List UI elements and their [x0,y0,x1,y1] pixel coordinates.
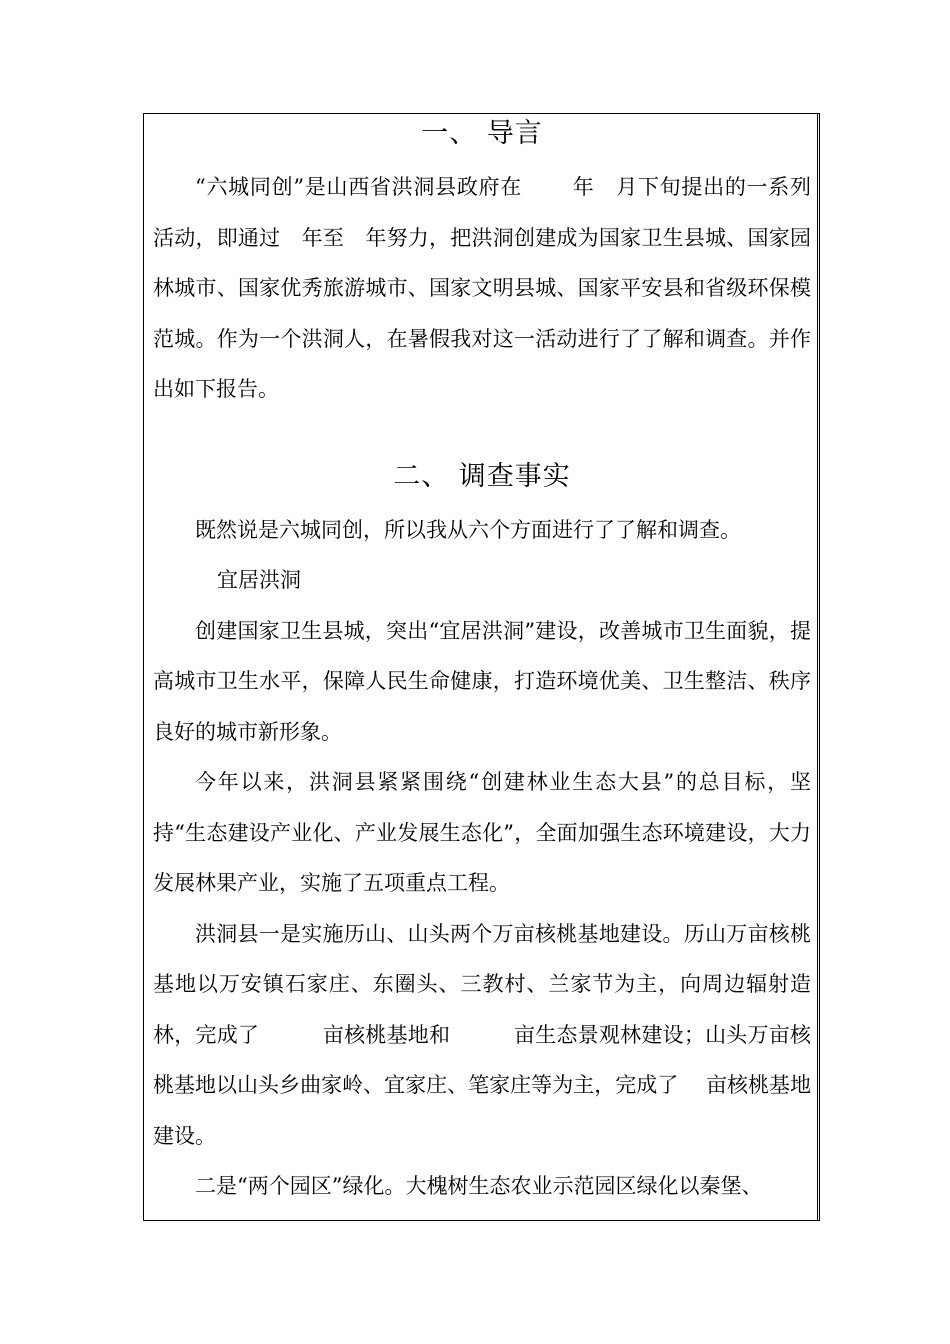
section-heading-introduction: 一、 导言 [421,118,543,149]
section-heading-findings: 二、 调查事实 [393,460,571,492]
page-border-inner-line [817,114,818,1220]
findings-paragraph-3: 洪洞县一是实施历山、山头两个万亩核桃基地建设。历山万亩核桃基地以万安镇石家庄、东圈头、三教村、兰家节为主，向周边辐射造林，完成了 亩核桃基地和 亩生态景观林建设；山头万亩核桃基地以山头乡曲家岭、宜家庄、笔家庄等为主，完成了 亩核桃基地建设。 [153,921,811,1148]
findings-paragraph-1: 创建国家卫生县城，突出“宜居洪洞”建设，改善城市卫生面貌，提高城市卫生水平，保障人民生命健康，打造环境优美、卫生整洁、秩序良好的城市新形象。 [153,618,811,744]
findings-paragraph-4: 二是“两个园区”绿化。大槐树生态农业示范园区绿化以秦堡、 [195,1174,763,1198]
findings-intro-paragraph: 既然说是六城同创，所以我从六个方面进行了了解和调查。 [195,517,741,542]
findings-paragraph-2: 今年以来，洪洞县紧紧围绕“创建林业生态大县”的总目标，坚持“生态建设产业化、产业发展生态化”，全面加强生态环境建设，大力发展林果产业，实施了五项重点工程。 [153,770,811,895]
subheading-livable-hongtong: 宜居洪洞 [217,568,301,592]
document-body [153,113,811,1212]
introduction-paragraph: “六城同创”是山西省洪洞县政府在 年 月下旬提出的一系列活动，即通过 年至 年努力，把洪洞创建成为国家卫生县城、国家园林城市、国家优秀旅游城市、国家文明县城、国家平安县和省级环保模范城。作为一个洪洞人，在暑假我对这一活动进行了了解和调查。并作出如下报告。 [153,175,811,401]
